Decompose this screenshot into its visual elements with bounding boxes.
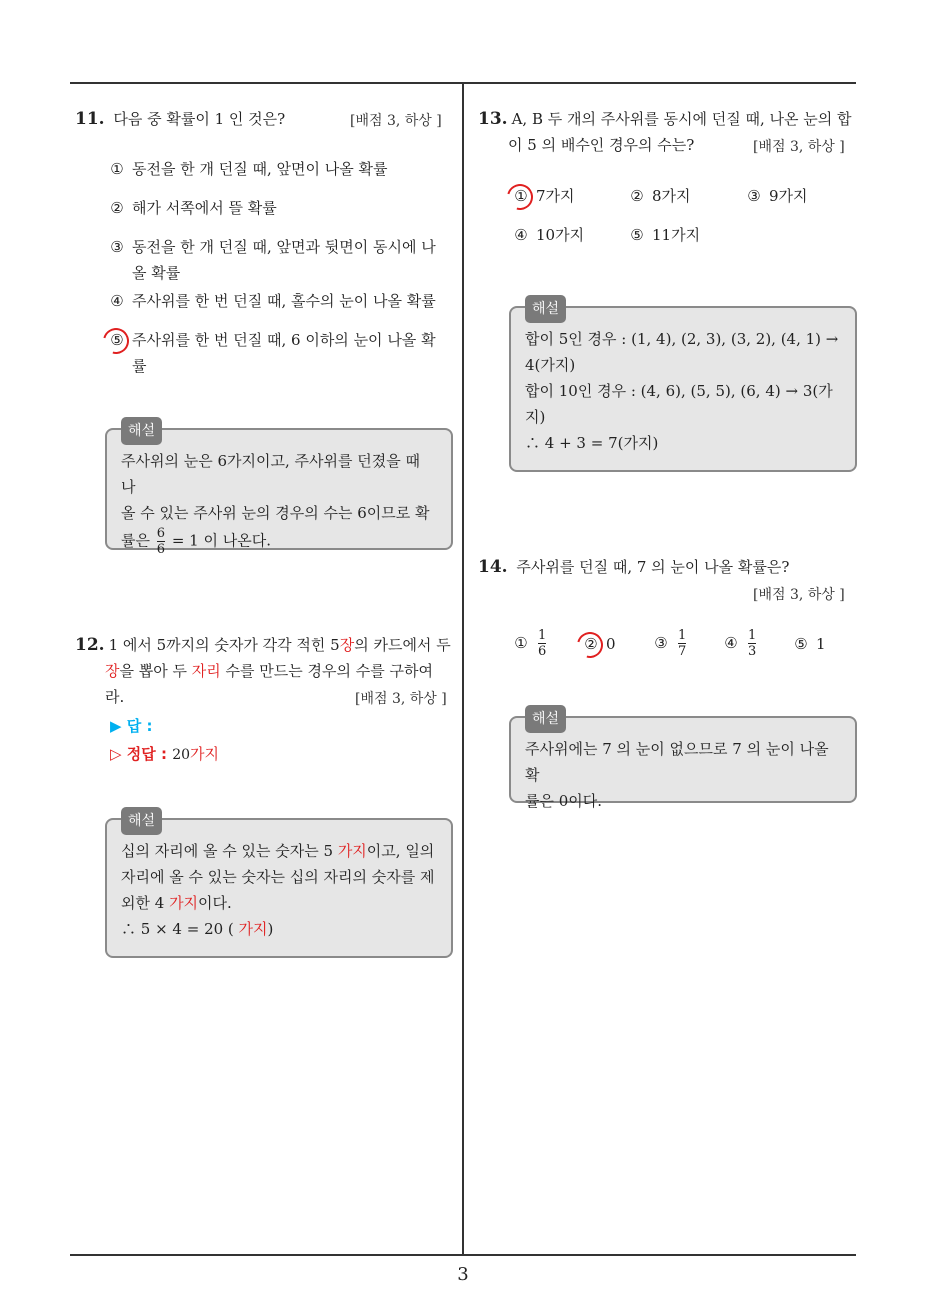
- question-text: 다음 중 확률이 1 인 것은?: [113, 110, 286, 128]
- answer-mark-icon: [502, 179, 538, 215]
- question-14: 14. 주사위를 던질 때, 7 의 눈이 나올 확률은?: [478, 557, 790, 577]
- option-1[interactable]: ① $\frac{1}{6}$: [514, 628, 547, 659]
- option-1[interactable]: ① 7가지: [512, 183, 575, 209]
- explanation-tag: 해설: [525, 295, 566, 323]
- option-4[interactable]: ④ $\frac{1}{3}$: [724, 628, 757, 659]
- option-4[interactable]: ④ 10가지: [514, 226, 585, 244]
- fraction: $\frac{6}{6}$: [156, 526, 166, 557]
- question-meta: [배점 3, 하상 ]: [753, 139, 845, 155]
- question-11: [75, 106, 285, 132]
- option-3[interactable]: ③ 9가지: [747, 187, 808, 205]
- option-1[interactable]: ① 동전을 한 개 던질 때, 앞면이 나올 확률: [110, 160, 388, 178]
- option-2[interactable]: ② 해가 서쪽에서 뜰 확률: [110, 199, 277, 217]
- option-5[interactable]: ⑤ 11가지: [630, 226, 701, 244]
- question-meta: [배점 3, 하상 ]: [350, 113, 442, 129]
- option-5[interactable]: ⑤ 1: [794, 635, 826, 653]
- explanation-tag: 해설: [121, 807, 162, 835]
- option-5[interactable]: ⑤ 주사위를 한 번 던질 때, 6 이하의 눈이 나올 확 률: [108, 327, 436, 379]
- correct-answer: ▷ 정답 : 20가지: [110, 745, 220, 763]
- answer-label: ▶ 답 :: [110, 717, 153, 735]
- option-3[interactable]: ③ $\frac{1}{7}$: [654, 628, 687, 659]
- explanation-box: 해설 주사위의 눈은 6가지이고, 주사위를 던졌을 때 나 올 수 있는 주사위 눈의 경우의 수는 6이므로 확 률은 $\frac{6}{6}$ = 1 이 나온다.: [105, 428, 453, 550]
- explanation-tag: 해설: [525, 705, 566, 733]
- question-number: 14.: [478, 557, 508, 577]
- explanation-box: 해설 주사위에는 7 의 눈이 없으므로 7 의 눈이 나올 확 률은 0이다.: [509, 716, 857, 803]
- option-2[interactable]: ② 0: [582, 631, 616, 657]
- page-number: 3: [457, 1264, 469, 1285]
- option-2[interactable]: ② 8가지: [630, 187, 691, 205]
- question-number: 12.: [75, 635, 105, 655]
- question-meta: [배점 3, 하상 ]: [355, 691, 447, 707]
- explanation-tag: 해설: [121, 417, 162, 445]
- question-12: 12. 1 에서 5까지의 숫자가 각각 적힌 5장의 카드에서 두 장을 뽑아 두 자리 수를 만드는 경우의 수를 구하여 라.: [75, 635, 451, 706]
- option-4[interactable]: ④ 주사위를 한 번 던질 때, 홀수의 눈이 나올 확률: [110, 292, 436, 310]
- answer-mark-icon: [98, 323, 134, 359]
- question-number: 13.: [478, 109, 508, 129]
- question-number: 11.: [75, 109, 105, 129]
- column-divider: [462, 82, 464, 1255]
- question-13: 13. A, B 두 개의 주사위를 동시에 던질 때, 나온 눈의 합 이 5 의 배수인 경우의 수는?: [478, 109, 852, 154]
- explanation-box: 해설 십의 자리에 올 수 있는 숫자는 5 가지이고, 일의 자리에 올 수 있는 숫자는 십의 자리의 숫자를 제 외한 4 가지이다. ∴ 5 × 4 = 20 ( 가지): [105, 818, 453, 958]
- question-meta: [배점 3, 하상 ]: [753, 587, 845, 603]
- option-3[interactable]: ③ 동전을 한 개 던질 때, 앞면과 뒷면이 동시에 나 올 확률: [110, 238, 436, 282]
- answer-mark-icon: [572, 627, 608, 663]
- explanation-box: 해설 합이 5인 경우 : (1, 4), (2, 3), (3, 2), (4, 1) → 4(가지) 합이 10인 경우 : (4, 6), (5, 5), (6, 4) → 3(가 지) ∴ 4 + 3 = 7(가지): [509, 306, 857, 472]
